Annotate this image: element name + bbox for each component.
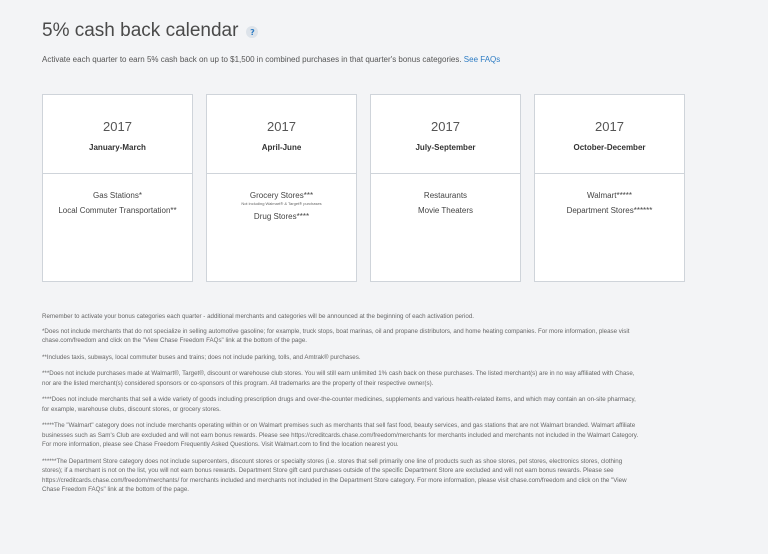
activation-reminder: Remember to activate your bonus categories each quarter - additional merchants and categories will be announced at the beginning of each activation period.: [42, 313, 475, 320]
quarter-label: July-September: [415, 143, 476, 152]
quarter-card-header: [371, 95, 520, 174]
quarter-categories: [43, 174, 192, 218]
category-item: Drug Stores****: [253, 212, 310, 221]
quarter-year: 2017: [267, 119, 296, 134]
intro-text: [42, 55, 500, 64]
category-note: Not including Walmart® & Target® purchases: [241, 201, 322, 206]
quarter-categories: [535, 174, 684, 218]
quarter-card-q4: [534, 94, 685, 282]
page-title-text: 5% cash back calendar: [42, 20, 239, 41]
footnote-drug-stores: ****Does not include merchants that sell a wide variety of goods including prescription drugs and over-the-counter medicines, supplements and various health-related items, and which may contain an on-site pharmacy, for example, warehouse clubs, discount stores, or grocery stores.: [42, 396, 636, 413]
category-item: Local Commuter Transportation**: [58, 206, 177, 215]
quarter-card-q1: [42, 94, 193, 282]
quarter-year: 2017: [431, 119, 460, 134]
quarter-label: January-March: [89, 143, 146, 152]
footnote-gas-stations: *Does not include merchants that do not specialize in selling automotive gasoline; for example, truck stops, boat marinas, oil and propane distributors, and home heating companies. For more information, please visit chase.com/freedom and click on the "View Chase Freedom FAQs" link at the bottom of the page.: [42, 327, 630, 344]
category-item: Movie Theaters: [418, 206, 473, 215]
quarter-label: April-June: [261, 143, 302, 152]
intro-description: Activate each quarter to earn 5% cash back on up to $1,500 in combined purchases in that quarter's bonus categories.: [42, 55, 462, 64]
footnote-commuter-transportation: **Includes taxis, subways, local commuter buses and trains; does not include parking, tolls, and Amtrak® purchases.: [42, 353, 361, 361]
quarter-year: 2017: [103, 119, 132, 134]
footnotes: [42, 312, 642, 502]
quarter-card-q2: [206, 94, 357, 282]
category-item: Grocery Stores***: [249, 191, 314, 200]
page-title: [42, 20, 258, 42]
quarter-year: 2017: [595, 119, 624, 134]
help-icon[interactable]: ?: [246, 26, 258, 38]
category-item: Gas Stations*: [93, 191, 142, 200]
category-item: Restaurants: [423, 191, 468, 200]
footnote-grocery-stores: ***Does not include purchases made at Walmart®, Target®, discount or warehouse club stores. You will still earn unlimited 1% cash back on these purchases. The listed merchant(s) are in no way affiliated with Chase, nor are the listed merchant(s) considered sponsors or co-sponsors of this program. All trademarks are the property of their respective owner(s).: [42, 370, 635, 387]
footnote-department-stores: ******The Department Store category does not include supercenters, discount stores or specialty stores (i.e. stores that sell primarily one line of products such as shoe stores, pet stores, electronics stores, clothing stores); if a merchant is not on the list, you will not earn bonus rewards. Department Store gift card purchases outside of the specific Department Store are excluded and will not earn bonus rewards. Please see https://creditcards.chase.com/freedom/merchants/ for merchants included and merchants not included in the Department Store category. For more information, please visit chase.com/freedom and click on the "View Chase Freedom FAQs" link at the bottom of the page.: [42, 457, 627, 493]
quarter-card-q3: [370, 94, 521, 282]
see-faqs-link[interactable]: See FAQs: [463, 55, 501, 64]
quarter-label: October-December: [573, 143, 646, 152]
category-item: Walmart*****: [586, 191, 633, 200]
quarter-card-header: [43, 95, 192, 174]
quarter-categories: [207, 174, 356, 224]
category-item: Department Stores******: [566, 206, 653, 215]
quarter-card-header: [535, 95, 684, 174]
quarter-categories: [371, 174, 520, 218]
quarter-card-header: [207, 95, 356, 174]
footnote-walmart: *****The "Walmart" category does not include merchants operating within or on Walmart premises such as merchants that sell fast food, beauty services, and gas stations that are not Walmart branded. Walmart affiliate businesses such as Sam's Club are excluded and will not earn bonus rewards. Please see https://creditcards.chase.com/freedom/merchants for merchants included and merchants not included in the Walmart Category. For more information, please see Chase Freedom Frequently Asked Questions. Visit Walmart.com to find the location nearest you.: [42, 422, 639, 448]
